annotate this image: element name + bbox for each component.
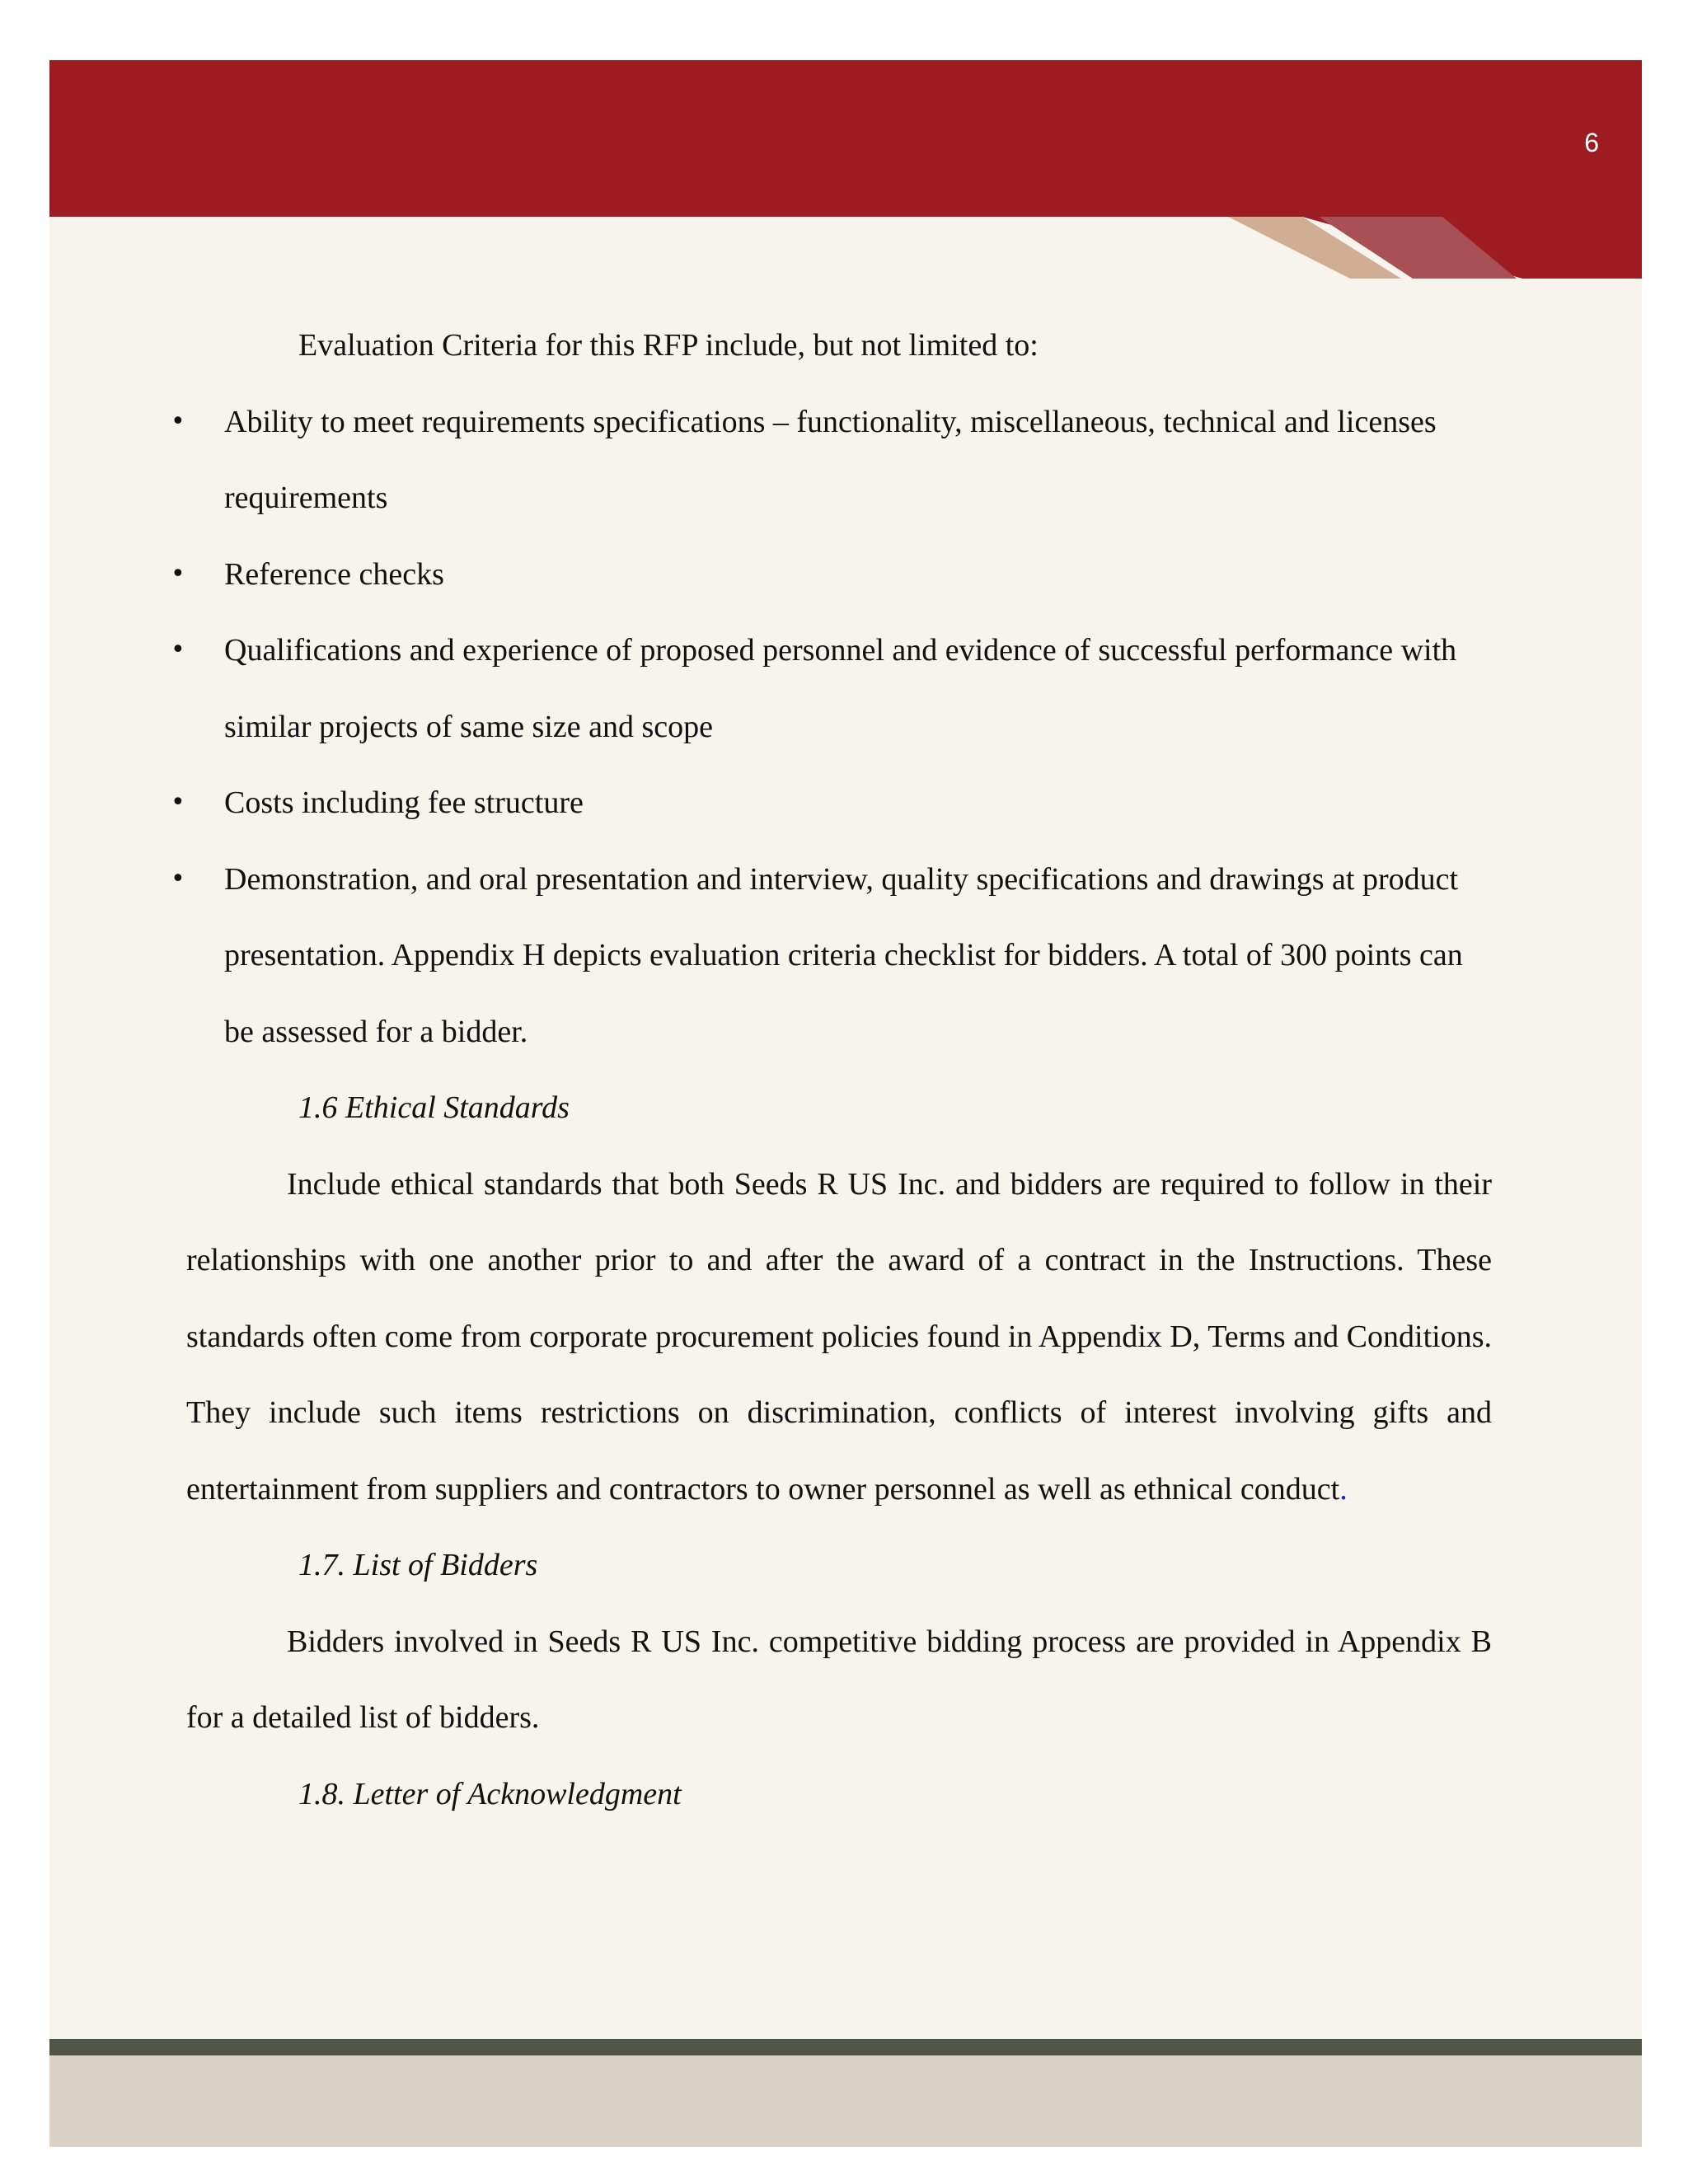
footer-band bbox=[49, 2055, 1642, 2147]
bullet-icon: • bbox=[171, 635, 185, 664]
header-decoration bbox=[49, 60, 1642, 291]
section-heading-ethical-standards: 1.6 Ethical Standards bbox=[298, 1090, 570, 1125]
section-paragraph-list-of-bidders: Bidders involved in Seeds R US Inc. competitive bidding process are provided in Appendix B for a detailed list of bidders. bbox=[186, 1624, 1492, 1735]
section-paragraph-ethical-standards bbox=[186, 1146, 1492, 1528]
list-item-text: Costs including fee structure bbox=[224, 785, 584, 820]
paragraph-end-period: . bbox=[1339, 1471, 1348, 1507]
criteria-intro: Evaluation Criteria for this RFP include, but not limited to: bbox=[298, 328, 1039, 363]
list-item bbox=[171, 765, 1492, 841]
document-body bbox=[171, 307, 1492, 1832]
list-item bbox=[171, 537, 1492, 613]
list-item bbox=[171, 841, 1492, 1071]
list-item-text: Qualifications and experience of proposed personnel and evidence of successful performance with similar projects of same size and scope bbox=[224, 633, 1457, 744]
section-heading-list-of-bidders: 1.7. List of Bidders bbox=[298, 1548, 538, 1582]
list-item-text: Reference checks bbox=[224, 556, 444, 592]
section-heading-letter-of-acknowledgment: 1.8. Letter of Acknowledgment bbox=[298, 1776, 682, 1811]
list-item bbox=[171, 612, 1492, 765]
page-number: 6 bbox=[1584, 128, 1599, 157]
footer-bar bbox=[49, 2039, 1642, 2055]
document-page bbox=[49, 60, 1642, 2147]
bullet-icon: • bbox=[171, 406, 185, 436]
list-item-text: Ability to meet requirements specifications – functionality, miscellaneous, technical and licenses requirements bbox=[224, 404, 1437, 515]
bullet-icon: • bbox=[171, 788, 185, 817]
list-item-text: Demonstration, and oral presentation and interview, quality specifications and drawings at product presentation. Appendix H depicts evaluation criteria checklist for bidders. A total of 300 points can be assessed for a bidder. bbox=[224, 861, 1463, 1049]
bullet-icon: • bbox=[171, 559, 185, 588]
paragraph-text: Include ethical standards that both Seeds R US Inc. and bidders are required to follow in their relationships with one another prior to and after the award of a contract in the Instructions. These standards often come from corporate procurement policies found in Appendix D, Terms and Conditions. They include such items restrictions on discrimination, conflicts of interest involving gifts and entertainment from suppliers and contractors to owner personnel as well as ethnical conduct bbox=[186, 1166, 1492, 1507]
criteria-list bbox=[171, 384, 1492, 1071]
bullet-icon: • bbox=[171, 864, 185, 893]
list-item bbox=[171, 384, 1492, 537]
